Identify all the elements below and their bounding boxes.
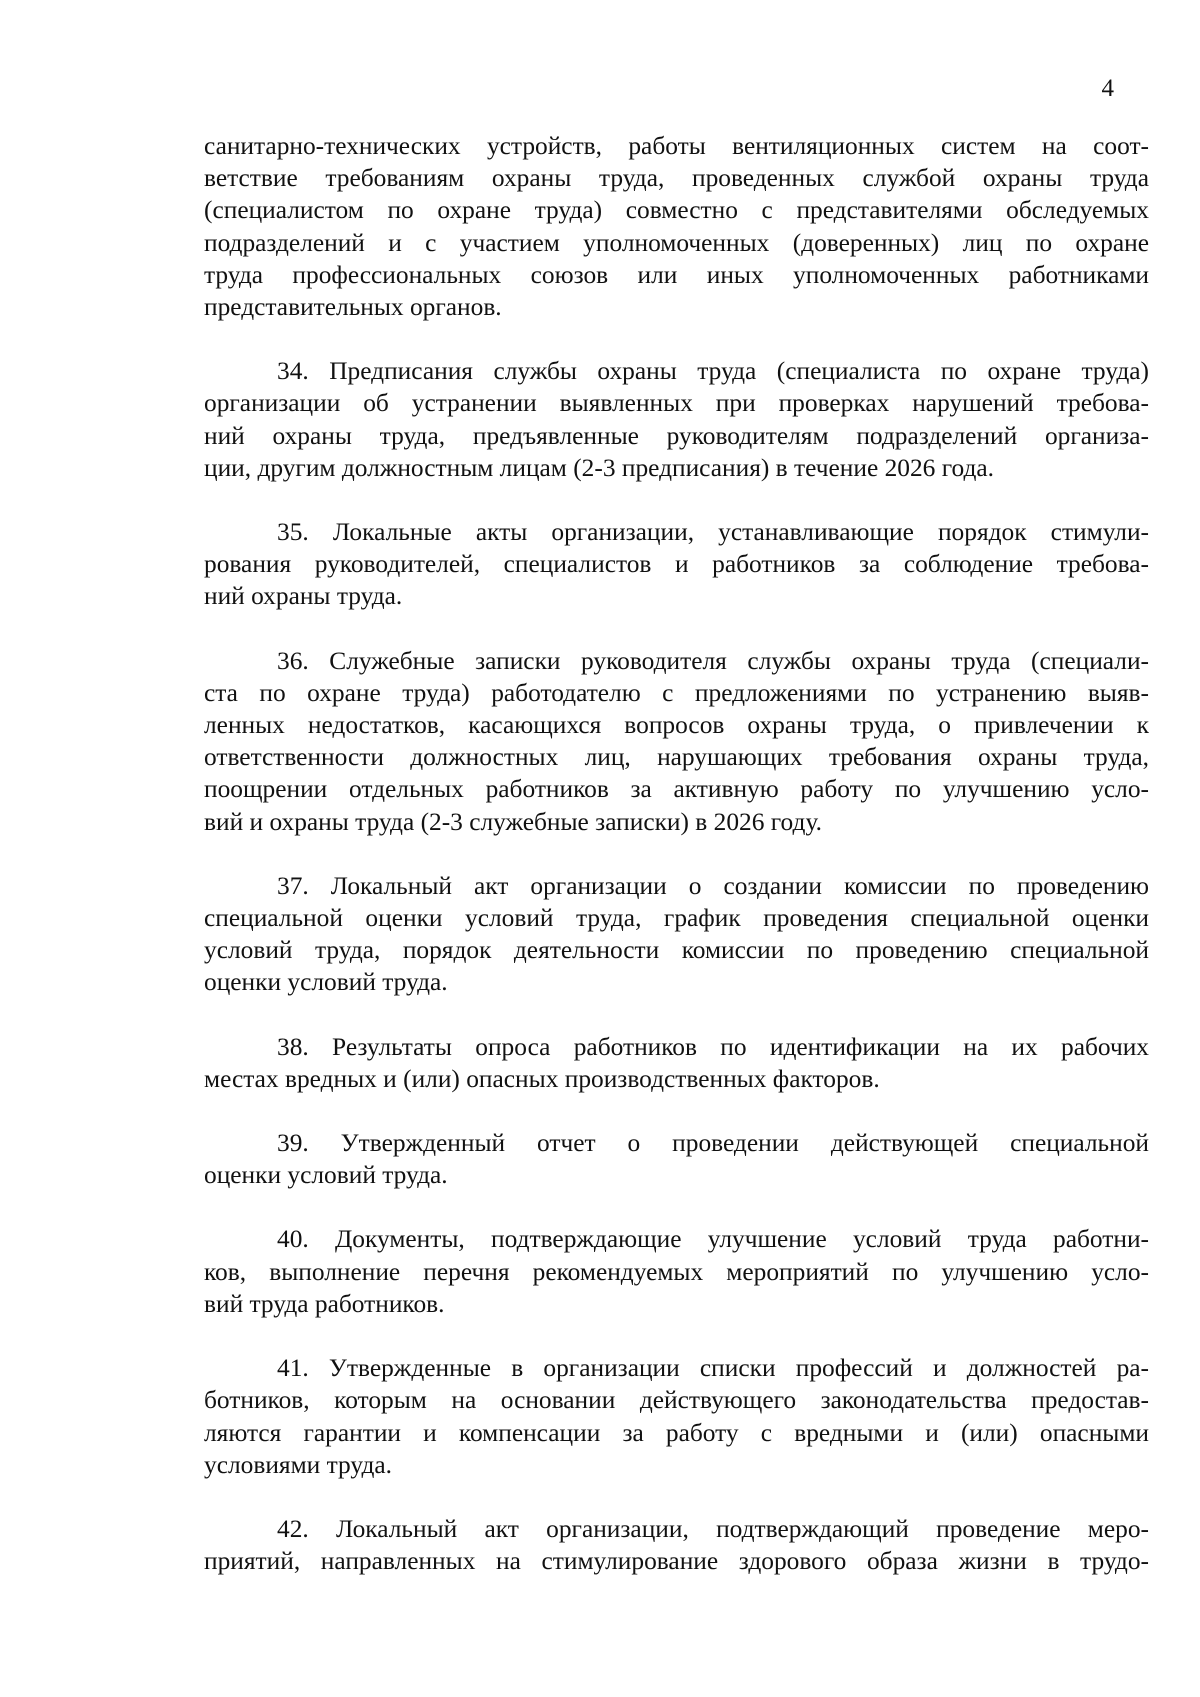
text-line: подразделений и с участием уполномоченных (доверенных) лиц по охране (204, 228, 1149, 257)
text-line: местах вредных и (или) опасных производственных факторов. (204, 1064, 880, 1093)
paragraph-35 (204, 516, 1149, 613)
text-line: ний охраны труда, предъявленные руководителям подразделений организа- (204, 421, 1149, 450)
text-line: ний охраны труда. (204, 582, 403, 611)
text-line: 39. Утвержденный отчет о проведении действующей специальной (277, 1129, 1149, 1158)
text-line: оценки условий труда. (204, 1161, 448, 1190)
text-line: условиями труда. (204, 1450, 392, 1479)
text-line: ков, выполнение перечня рекомендуемых мероприятий по улучшению усло- (204, 1257, 1149, 1286)
page-number: 4 (1101, 75, 1114, 102)
text-line: поощрении отдельных работников за активную работу по улучшению усло- (204, 775, 1149, 804)
text-line: оценки условий труда. (204, 968, 448, 997)
text-line: ботников, которым на основании действующего законодательства предостав- (204, 1386, 1149, 1415)
text-line: 34. Предписания службы охраны труда (специалиста по охране труда) (277, 357, 1149, 386)
text-line: рования руководителей, специалистов и работников за соблюдение требова- (204, 550, 1149, 579)
text-line: организации об устранении выявленных при проверках нарушений требова- (204, 389, 1149, 418)
text-line: приятий, направленных на стимулирование здорового образа жизни в трудо- (204, 1547, 1149, 1576)
paragraph-39 (204, 1127, 1149, 1191)
paragraph-40 (204, 1223, 1149, 1320)
text-line: ции, другим должностным лицам (2-3 предписания) в течение 2026 года. (204, 453, 994, 482)
text-line: 40. Документы, подтверждающие улучшение условий труда работни- (277, 1225, 1149, 1254)
document-body (204, 130, 1149, 1609)
paragraph-36 (204, 645, 1149, 838)
paragraph-38 (204, 1031, 1149, 1095)
text-line: ленных недостатков, касающихся вопросов охраны труда, о привлечении к (204, 711, 1149, 740)
text-line: вий труда работников. (204, 1289, 445, 1318)
paragraph-41 (204, 1352, 1149, 1481)
text-line: 35. Локальные акты организации, устанавливающие порядок стимули- (277, 518, 1149, 547)
text-line: специальной оценки условий труда, график проведения специальной оценки (204, 904, 1149, 933)
text-line: 36. Служебные записки руководителя службы охраны труда (специали- (277, 646, 1149, 675)
text-line: 37. Локальный акт организации о создании комиссии по проведению (277, 871, 1149, 900)
text-line: вий и охраны труда (2-3 служебные записки) в 2026 году. (204, 807, 822, 836)
text-line: 42. Локальный акт организации, подтверждающий проведение меро- (277, 1514, 1149, 1543)
text-line: 38. Результаты опроса работников по идентификации на их рабочих (277, 1032, 1149, 1061)
paragraph-34 (204, 355, 1149, 484)
text-line: санитарно-технических устройств, работы вентиляционных систем на соот- (204, 132, 1149, 160)
text-line: ляются гарантии и компенсации за работу с вредными и (или) опасными (204, 1418, 1149, 1447)
text-line: представительных органов. (204, 293, 502, 322)
paragraph-33-continuation (204, 130, 1149, 323)
text-line: 41. Утвержденные в организации списки профессий и должностей ра- (277, 1354, 1149, 1383)
text-line: ответственности должностных лиц, нарушающих требования охраны труда, (204, 743, 1149, 772)
text-line: ветствие требованиям охраны труда, проведенных службой охраны труда (204, 164, 1149, 193)
text-line: ста по охране труда) работодателю с предложениями по устранению выяв- (204, 678, 1149, 707)
text-line: (специалистом по охране труда) совместно с представителями обследуемых (204, 196, 1149, 225)
paragraph-42 (204, 1513, 1149, 1577)
text-line: условий труда, порядок деятельности комиссии по проведению специальной (204, 936, 1149, 965)
text-line: труда профессиональных союзов или иных уполномоченных работниками (204, 260, 1149, 289)
paragraph-37 (204, 870, 1149, 999)
